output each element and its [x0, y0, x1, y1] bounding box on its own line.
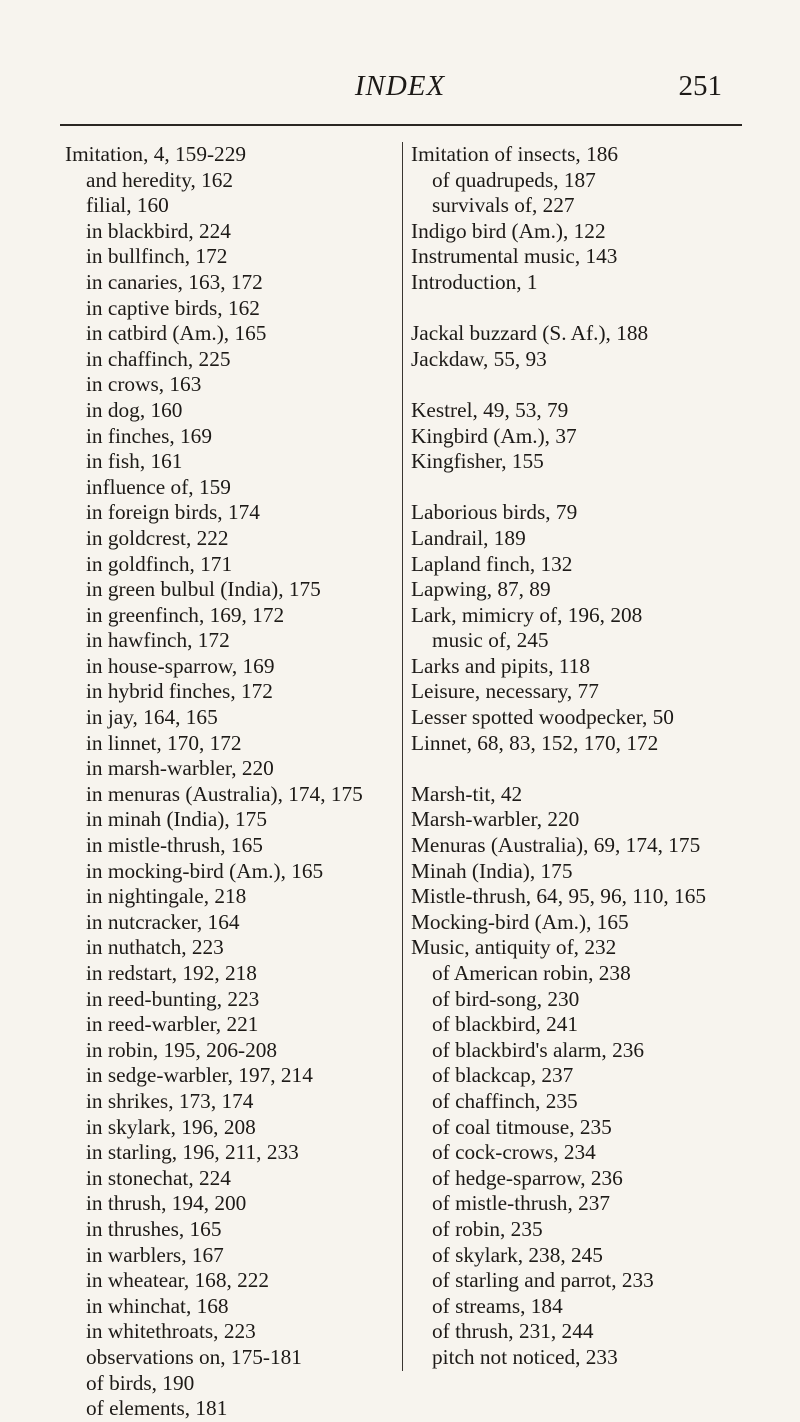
index-subentry: in warblers, 167 — [86, 1242, 224, 1267]
index-entry: Menuras (Australia), 69, 174, 175 — [411, 833, 701, 858]
index-entry: Instrumental music, 143 — [411, 244, 618, 269]
index-subentry: of hedge-sparrow, 236 — [432, 1165, 623, 1190]
index-subentry: in finches, 169 — [86, 423, 212, 448]
index-subentry: of mistle-thrush, 237 — [432, 1191, 611, 1216]
index-subentry: of coal titmouse, 235 — [432, 1114, 612, 1139]
index-subentry: of blackcap, 237 — [432, 1063, 574, 1088]
index-subentry: filial, 160 — [86, 193, 169, 218]
index-entry: Lapwing, 87, 89 — [411, 577, 551, 602]
page-title: INDEX — [354, 70, 446, 102]
index-subentry: in dog, 160 — [86, 397, 183, 422]
index-subentry: in minah (India), 175 — [86, 807, 267, 832]
index-subentry: in nightingale, 218 — [86, 884, 247, 909]
index-subentry: in starling, 196, 211, 233 — [86, 1140, 299, 1165]
index-subentry: in stonechat, 224 — [86, 1165, 231, 1190]
index-subentry: of starling and parrot, 233 — [432, 1268, 654, 1293]
index-entry: Marsh-tit, 42 — [411, 781, 523, 806]
index-subentry: of bird-song, 230 — [432, 986, 580, 1011]
index-subentry: in blackbird, 224 — [86, 218, 231, 243]
index-entry: Imitation, 4, 159-229 — [65, 142, 247, 166]
index-subentry: in catbird (Am.), 165 — [86, 321, 267, 346]
index-subentry: of streams, 184 — [432, 1293, 563, 1318]
index-subentry: in thrushes, 165 — [86, 1216, 222, 1241]
index-entry: Landrail, 189 — [411, 525, 526, 550]
header-rule — [60, 124, 742, 126]
index-subentry: in foreign birds, 174 — [86, 500, 260, 525]
index-subentry: in nuthatch, 223 — [86, 935, 224, 960]
index-subentry: of birds, 190 — [86, 1370, 195, 1395]
index-subentry: of American robin, 238 — [432, 961, 631, 985]
index-subentry: survivals of, 227 — [432, 193, 575, 218]
index-entry: Mocking-bird (Am.), 165 — [411, 909, 629, 934]
index-subentry: in jay, 164, 165 — [86, 705, 218, 730]
index-entry: Linnet, 68, 83, 152, 170, 172 — [411, 730, 659, 755]
index-entry: Mistle-thrush, 64, 95, 96, 110, 165 — [411, 884, 706, 909]
index-subentry: in crows, 163 — [86, 372, 202, 397]
index-subentry: in hybrid finches, 172 — [86, 679, 273, 704]
index-subentry: of thrush, 231, 244 — [432, 1319, 594, 1344]
index-subentry: in hawfinch, 172 — [86, 628, 230, 653]
index-subentry: in goldfinch, 171 — [86, 551, 233, 576]
index-subentry: in nutcracker, 164 — [86, 909, 240, 934]
index-subentry: influence of, 159 — [86, 474, 231, 499]
index-entry: Minah (India), 175 — [411, 858, 573, 883]
index-gap — [411, 372, 771, 398]
index-subentry: in green bulbul (India), 175 — [86, 577, 321, 602]
index-subentry: in reed-bunting, 223 — [86, 986, 260, 1011]
index-entry: Lesser spotted woodpecker, 50 — [411, 705, 674, 730]
index-subentry: in thrush, 194, 200 — [86, 1191, 247, 1216]
index-subentry: of blackbird's alarm, 236 — [432, 1037, 645, 1062]
index-subentry: in redstart, 192, 218 — [86, 961, 257, 985]
index-subentry: of elements, 181 — [86, 1396, 228, 1421]
index-subentry: in fish, 161 — [86, 449, 183, 474]
index-entry: Music, antiquity of, 232 — [411, 935, 617, 960]
index-entry: Lapland finch, 132 — [411, 551, 573, 576]
index-subentry: in house-sparrow, 169 — [86, 653, 275, 678]
index-subentry: in marsh-warbler, 220 — [86, 756, 274, 781]
index-subentry: in menuras (Australia), 174, 175 — [86, 781, 363, 806]
index-subentry: in canaries, 163, 172 — [86, 269, 263, 294]
index-subentry: of blackbird, 241 — [432, 1012, 579, 1037]
index-entry: Jackdaw, 55, 93 — [411, 346, 547, 371]
index-entry: Kingbird (Am.), 37 — [411, 423, 577, 448]
index-entry: Jackal buzzard (S. Af.), 188 — [411, 321, 649, 346]
index-subentry: of skylark, 238, 245 — [432, 1242, 603, 1267]
index-subentry: and heredity, 162 — [86, 167, 234, 192]
index-gap — [411, 475, 771, 501]
index-subentry: in linnet, 170, 172 — [86, 730, 242, 755]
index-subentry: in mistle-thrush, 165 — [86, 833, 263, 858]
index-subentry: in skylark, 196, 208 — [86, 1114, 256, 1139]
index-subentry: of quadrupeds, 187 — [432, 167, 596, 192]
index-subentry: in wheatear, 168, 222 — [86, 1268, 270, 1293]
index-entry: Introduction, 1 — [411, 269, 538, 294]
index-subentry: in greenfinch, 169, 172 — [86, 602, 285, 627]
index-subentry: in captive birds, 162 — [86, 295, 260, 320]
index-subentry: pitch not noticed, 233 — [432, 1344, 618, 1369]
index-subentry: in whinchat, 168 — [86, 1293, 229, 1318]
index-column-left — [65, 142, 397, 1422]
index-entry: Kestrel, 49, 53, 79 — [411, 397, 569, 422]
index-subentry: in robin, 195, 206-208 — [86, 1037, 278, 1062]
index-subentry: in reed-warbler, 221 — [86, 1012, 259, 1037]
page-number: 251 — [678, 70, 722, 102]
running-header — [0, 70, 800, 110]
index-entry: Imitation of insects, 186 — [411, 142, 619, 166]
index-gap — [411, 756, 771, 782]
index-column-right — [402, 142, 771, 1371]
index-entry: Kingfisher, 155 — [411, 449, 544, 474]
index-entry: Lark, mimicry of, 196, 208 — [411, 602, 643, 627]
index-subentry: in sedge-warbler, 197, 214 — [86, 1063, 313, 1088]
index-subentry: observations on, 175-181 — [86, 1344, 302, 1369]
index-subentry: in bullfinch, 172 — [86, 244, 228, 269]
index-gap — [411, 296, 771, 322]
index-subentry: of chaffinch, 235 — [432, 1088, 578, 1113]
index-subentry: in whitethroats, 223 — [86, 1319, 256, 1344]
index-entry: Marsh-warbler, 220 — [411, 807, 580, 832]
index-subentry: of robin, 235 — [432, 1216, 543, 1241]
index-subentry: of cock-crows, 234 — [432, 1140, 596, 1165]
index-subentry: in chaffinch, 225 — [86, 346, 231, 371]
index-subentry: music of, 245 — [432, 628, 549, 653]
index-entry: Indigo bird (Am.), 122 — [411, 218, 606, 243]
index-entry: Leisure, necessary, 77 — [411, 679, 599, 704]
index-subentry: in shrikes, 173, 174 — [86, 1088, 254, 1113]
index-entry: Laborious birds, 79 — [411, 500, 578, 525]
index-entry: Larks and pipits, 118 — [411, 653, 591, 678]
index-subentry: in goldcrest, 222 — [86, 525, 229, 550]
index-subentry: in mocking-bird (Am.), 165 — [86, 858, 324, 883]
